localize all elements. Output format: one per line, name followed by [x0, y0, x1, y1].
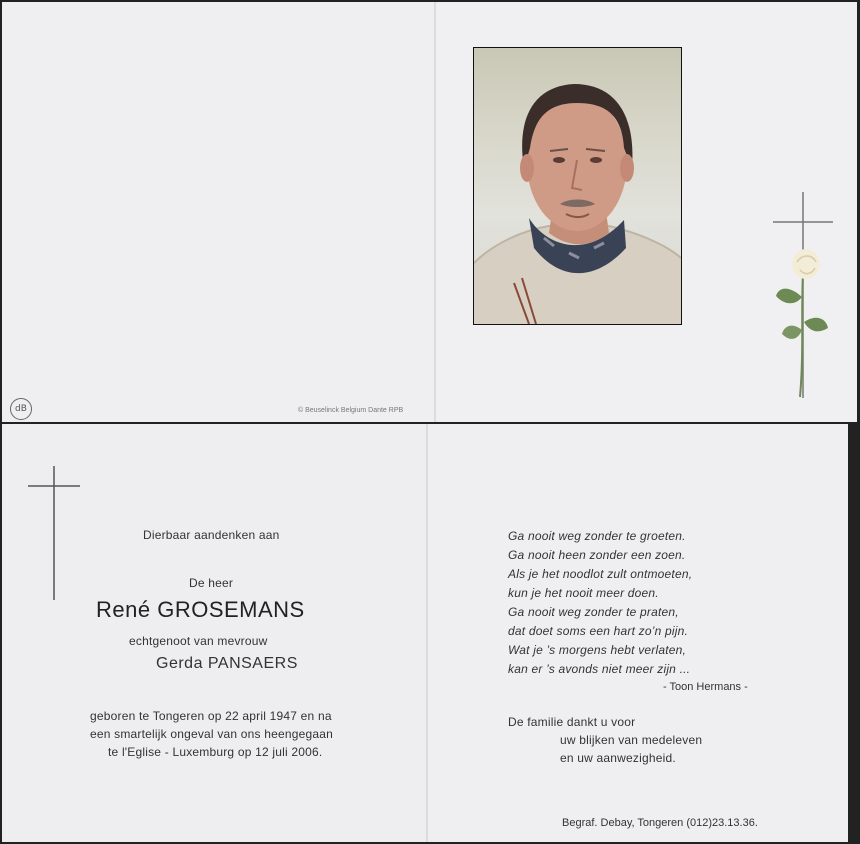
poem-line: Ga nooit weg zonder te groeten. [508, 529, 686, 543]
deceased-name: René GROSEMANS [96, 597, 305, 622]
fold-line-bottom [426, 424, 428, 842]
fold-line-top [434, 2, 436, 422]
cross-icon [28, 466, 80, 600]
publisher-logo: dB [10, 398, 32, 420]
life-line-1: geboren te Tongeren op 22 april 1947 en na [90, 709, 332, 723]
thanks-line-3: en uw aanwezigheid. [560, 751, 676, 765]
card-panel-top-left [2, 2, 434, 422]
spouse-name: Gerda PANSAERS [156, 655, 298, 672]
poem-line: kan er ’s avonds niet meer zijn ... [508, 662, 691, 676]
cross-with-rose-icon [770, 192, 836, 402]
poem-line: dat doet soms een hart zo’n pijn. [508, 624, 689, 638]
spouse-label: echtgenoot van mevrouw [129, 634, 268, 648]
funeral-home-text: Begraf. Debay, Tongeren (012)23.13.36. [562, 817, 758, 829]
life-line-3: te l'Eglise - Luxemburg op 12 juli 2006. [108, 745, 323, 759]
poem-author: - Toon Hermans - [663, 681, 748, 693]
thanks-line-2: uw blijken van medeleven [560, 733, 703, 747]
life-line-2: een smartelijk ongeval van ons heengegaan [90, 727, 334, 741]
poem-line: Als je het noodlot zult ontmoeten, [508, 567, 693, 581]
dedication-text: Dierbaar aandenken aan [143, 528, 280, 542]
poem-line: kun je het nooit meer doen. [508, 586, 659, 600]
poem-line: Wat je ’s morgens hebt verlaten, [508, 643, 687, 657]
thanks-line-1: De familie dankt u voor [508, 715, 636, 729]
poem-line: Ga nooit weg zonder te praten, [508, 605, 679, 619]
poem-line: Ga nooit heen zonder een zoen. [508, 548, 686, 562]
title-text: De heer [189, 576, 234, 590]
portrait-photo [473, 47, 682, 325]
copyright-text: © Beuselinck Belgium Dante RPB [298, 407, 404, 414]
